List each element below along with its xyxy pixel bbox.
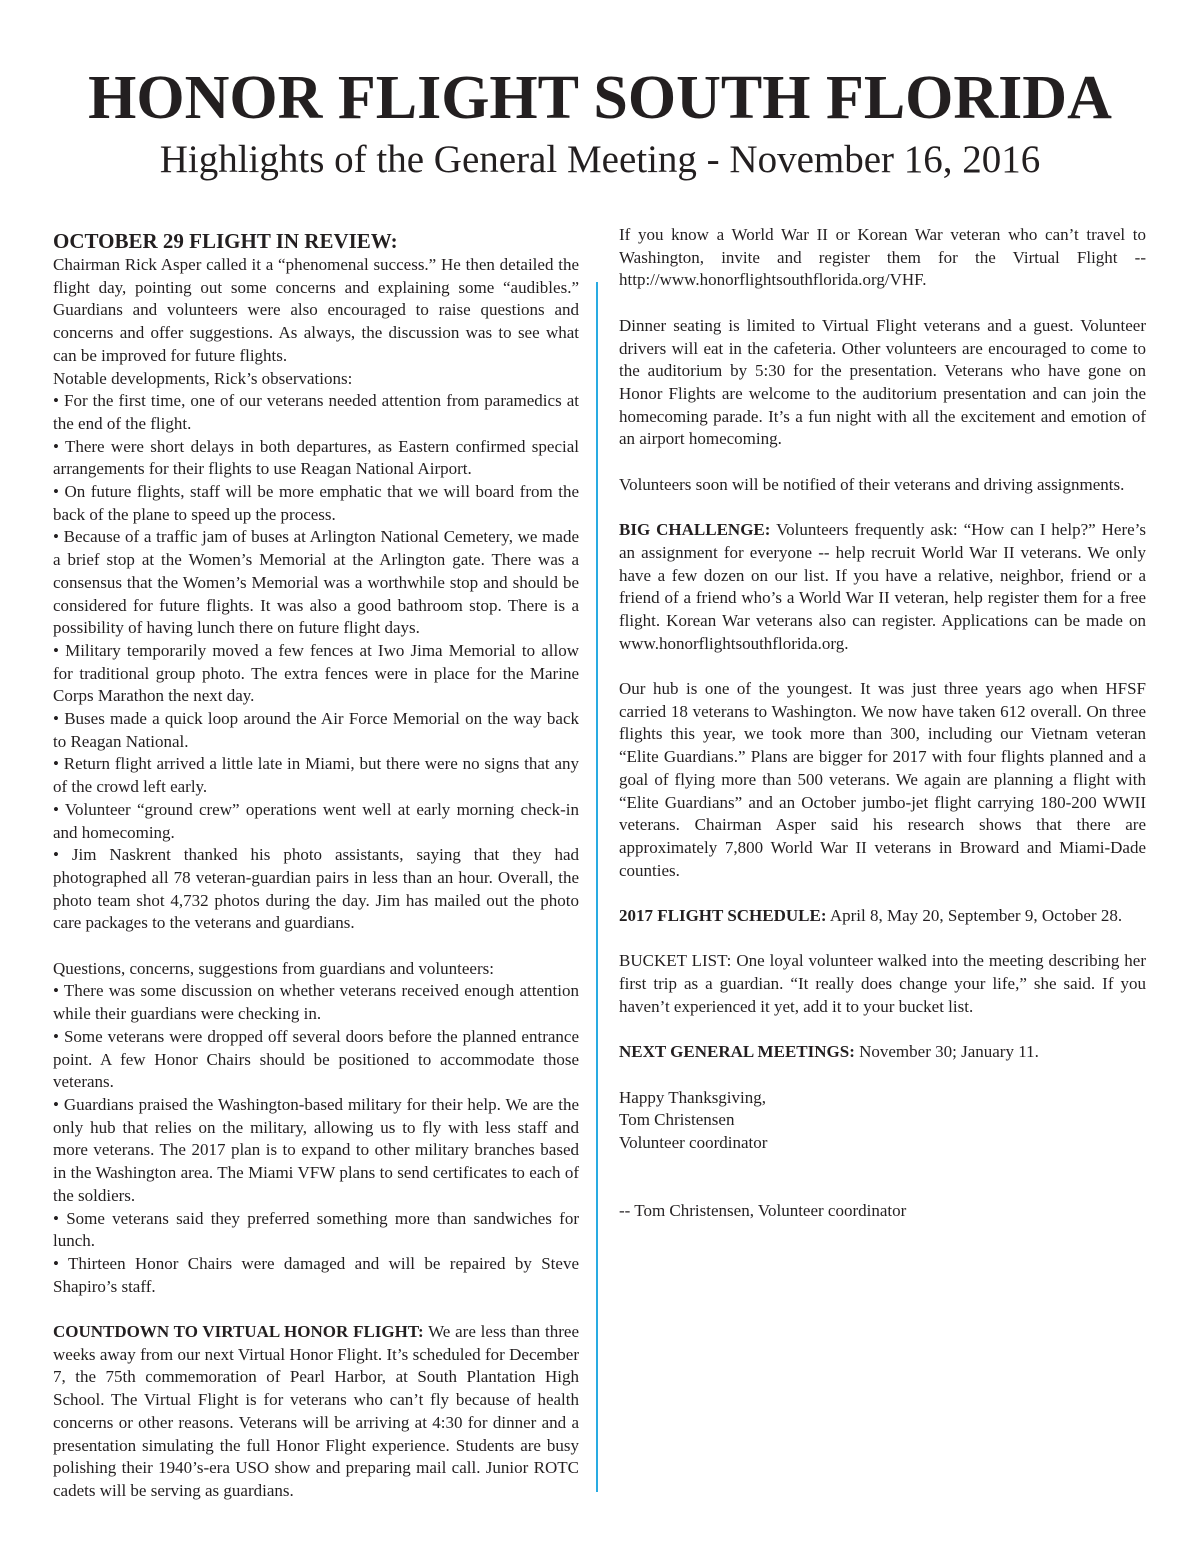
dinner-paragraph: Dinner seating is limited to Virtual Flight veterans and a guest. Volunteer drivers will eat in the cafeteria. Other volunteers are encouraged to come to the auditorium by 5:30 for the presentation. Veterans who have gone on Honor Flights are welcome to the auditorium presentation and can join the homecoming parade. It’s a fun night with all the excitement and emotion of an airport homecoming. [619, 315, 1146, 449]
schedule-heading: 2017 FLIGHT SCHEDULE: [619, 906, 827, 926]
question-item: • Guardians praised the Washington-based military for their help. We are the only hub that relies on the military, allowing us to fly with less staff and more veterans. The 2017 plan is to expand to other military branches based in the Washington area. The Miami VFW plans to send certificates to each of the soldiers. [53, 1095, 579, 1205]
left-column [53, 228, 579, 1503]
review-heading: OCTOBER 29 FLIGHT IN REVIEW: [53, 229, 398, 253]
spacer [619, 882, 1146, 905]
column-divider [596, 282, 598, 1492]
spacer [619, 292, 1146, 315]
challenge-paragraph [619, 519, 1146, 655]
question-item: • Some veterans were dropped off several doors before the planned entrance point. A few Honor Chairs should be positioned to accommodate those veterans. [53, 1026, 579, 1092]
virtual-flight-paragraph: If you know a World War II or Korean War veteran who can’t travel to Washington, invite and register them for the Virtual Flight -- http://www.honorflightsouthflorida.org/VHF. [619, 225, 1146, 290]
spacer [619, 1019, 1146, 1042]
countdown-paragraph [53, 1321, 579, 1503]
byline: -- Tom Christensen, Volunteer coordinator [619, 1201, 907, 1221]
schedule-text: April 8, May 20, September 9, October 28. [826, 906, 1123, 926]
observation-item: • Buses made a quick loop around the Air Force Memorial on the way back to Reagan National. [53, 709, 579, 751]
spacer [619, 1064, 1146, 1087]
challenge-heading: BIG CHALLENGE: [619, 520, 771, 540]
right-column [619, 224, 1146, 1223]
masthead [0, 62, 1200, 184]
countdown-text: We are less than three weeks away from our next Virtual Honor Flight. It’s scheduled for December 7, the 75th commemoration of Pearl Harbor, at South Plantation High School. The Virtual Flight is for veterans who can’t fly because of health concerns or other reasons. Veterans will be arriving at 4:30 for dinner and a presentation simulating the full Honor Flight experience. Students are busy polishing their 1940’s-era USO show and preparing mail call. Junior ROTC cadets will be serving as guardians. [53, 1322, 580, 1500]
meetings-heading: NEXT GENERAL MEETINGS: [619, 1042, 855, 1062]
observation-item: • Volunteer “ground crew” operations went well at early morning check-in and homecoming. [53, 799, 579, 842]
observation-item: • There were short delays in both departures, as Eastern confirmed special arrangements for their flights to use Reagan National Airport. [53, 436, 579, 479]
observations-label: Notable developments, Rick’s observations: [53, 368, 353, 388]
question-item: • There was some discussion on whether veterans received enough attention while their guardians were checking in. [53, 981, 579, 1024]
questions-label: Questions, concerns, suggestions from guardians and volunteers: [53, 958, 494, 978]
meetings-text: November 30; January 11. [854, 1042, 1039, 1062]
page-subtitle: Highlights of the General Meeting - November 16, 2016 [159, 138, 1041, 181]
spacer [619, 1177, 1146, 1200]
signature-title: Volunteer coordinator [619, 1133, 768, 1152]
observation-item: • Return flight arrived a little late in Miami, but there were no signs that any of the crowd left early. [53, 754, 579, 797]
spacer [53, 935, 579, 958]
observation-item: • Military temporarily moved a few fences at Iwo Jima Memorial to allow for traditional group photo. The extra fences were in place for the Marine Corps Marathon the next day. [53, 640, 579, 706]
volunteers-paragraph: Volunteers soon will be notified of their veterans and driving assignments. [619, 474, 1125, 494]
observation-item: • On future flights, staff will be more emphatic that we will board from the back of the plane to speed up the process. [53, 482, 579, 524]
closing-line: Happy Thanksgiving, [619, 1087, 767, 1107]
observation-item: • Because of a traffic jam of buses at Arlington National Cemetery, we made a brief stop at the Women’s Memorial at the Arlington gate. There was a consensus that the Women’s Memorial was a worthwhile stop and should be considered for future flights. It was also a good bathroom stop. There is a possibility of having lunch there on future flight days. [53, 527, 579, 638]
signature-name: Tom Christensen [619, 1110, 735, 1130]
spacer [619, 496, 1146, 519]
challenge-text: Volunteers frequently ask: “How can I help?” Here’s an assignment for everyone -- help recruit World War II veterans. We only have a few dozen on our list. If you have a relative, neighbor, friend or a friend of a friend who’s a World War II veteran, help register them for a free flight. Korean War veterans also can register. Applications can be made on www.honorflightsouthflorida.org. [619, 520, 1146, 653]
spacer [53, 1298, 579, 1321]
question-item: • Thirteen Honor Chairs were damaged and will be repaired by Steve Shapiro’s staff. [53, 1253, 579, 1296]
schedule-paragraph [619, 905, 1146, 928]
spacer [619, 655, 1146, 678]
spacer [619, 928, 1146, 951]
observation-item: • Jim Naskrent thanked his photo assistants, saying that they had photographed all 78 veteran-guardian pairs in less than an hour. Overall, the photo team shot 4,732 photos during the day. Jim has mailed out the photo care packages to the veterans and guardians. [53, 845, 579, 933]
question-item: • Some veterans said they preferred something more than sandwiches for lunch. [53, 1208, 579, 1251]
hub-paragraph: Our hub is one of the youngest. It was just three years ago when HFSF carried 18 veterans to Washington. We now have taken 612 overall. On three flights this year, we took more than 300, including our Vietnam veteran “Elite Guardians.” Plans are bigger for 2017 with four flights planned and a goal of flying more than 500 veterans. We again are planning a flight with “Elite Guardians” and an October jumbo-jet flight carrying 180-200 WWII veterans. Chairman Asper said his research shows that there are approximately 7,800 World War II veterans in Broward and Miami-Dade counties. [619, 679, 1146, 880]
spacer [619, 1155, 1146, 1178]
spacer [619, 451, 1146, 474]
countdown-heading: COUNTDOWN TO VIRTUAL HONOR FLIGHT: [53, 1322, 424, 1342]
page-title: HONOR FLIGHT SOUTH FLORIDA [88, 64, 1112, 132]
review-intro: Chairman Rick Asper called it a “phenomenal success.” He then detailed the flight day, pointing out some concerns and explaining some “audibles.” Guardians and volunteers were also encouraged to raise questions and concerns and offer suggestions. As always, the discussion was to see what can be improved for future flights. [53, 255, 579, 365]
bucket-paragraph: BUCKET LIST: One loyal volunteer walked into the meeting describing her first trip as a guardian. “It really does change your life,” she said. If you haven’t experienced it yet, add it to your bucket list. [619, 951, 1146, 1016]
meetings-paragraph [619, 1041, 1146, 1064]
observation-item: • For the first time, one of our veterans needed attention from paramedics at the end of the flight. [53, 391, 579, 433]
